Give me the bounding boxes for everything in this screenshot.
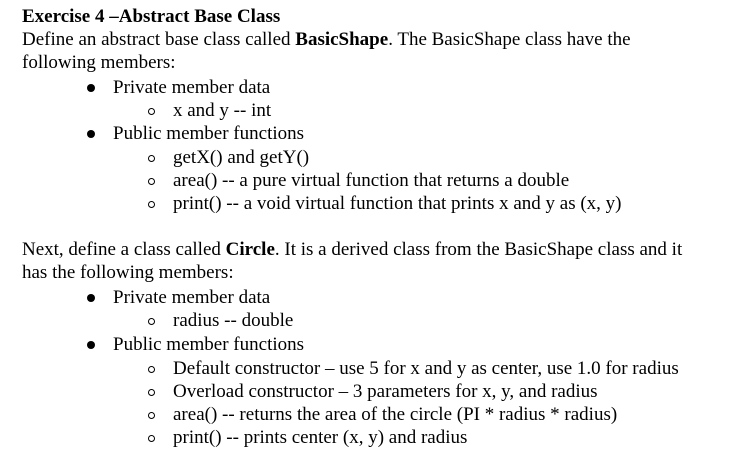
bullet-icon	[87, 84, 95, 92]
section1-intro	[22, 29, 631, 51]
circle-bullet-icon	[148, 155, 155, 162]
section2-private-item: radius -- double	[173, 310, 294, 331]
circle-bullet-icon	[148, 412, 155, 419]
section1-public-label: Public member functions	[113, 123, 305, 144]
circle-class-name: Circle	[225, 239, 275, 260]
section2-intro-pre: Next, define a class called	[22, 239, 226, 260]
section2-intro-line2: has the following members:	[22, 262, 234, 283]
bullet-icon	[87, 341, 95, 349]
section1-public-item: getX() and getY()	[173, 147, 310, 168]
circle-bullet-icon	[148, 318, 155, 325]
exercise-title: Exercise 4 –Abstract Base Class	[22, 6, 281, 27]
section2-public-item: area() -- returns the area of the circle (PI * radius * radius)	[173, 404, 618, 425]
circle-bullet-icon	[148, 366, 155, 373]
section2-intro-post: . It is a derived class from the BasicShape class and it	[274, 239, 683, 260]
section1-private-item: x and y -- int	[173, 100, 272, 121]
section2-intro	[22, 239, 682, 261]
section1-public-item: area() -- a pure virtual function that returns a double	[173, 170, 570, 191]
circle-bullet-icon	[148, 201, 155, 208]
section2-public-item: Default constructor – use 5 for x and y as center, use 1.0 for radius	[173, 358, 679, 379]
circle-bullet-icon	[148, 435, 155, 442]
section1-public-item: print() -- a void virtual function that prints x and y as (x, y)	[173, 193, 622, 214]
section2-public-item: Overload constructor – 3 parameters for x, y, and radius	[173, 381, 598, 402]
bullet-icon	[87, 294, 95, 302]
basicshape-class-name: BasicShape	[295, 29, 389, 50]
section1-private-label: Private member data	[113, 77, 271, 98]
circle-bullet-icon	[148, 108, 155, 115]
section2-private-label: Private member data	[113, 287, 271, 308]
bullet-icon	[87, 130, 95, 138]
circle-bullet-icon	[148, 178, 155, 185]
circle-bullet-icon	[148, 389, 155, 396]
section1-intro-pre: Define an abstract base class called	[22, 29, 296, 50]
section2-public-label: Public member functions	[113, 334, 305, 355]
section1-intro-post: . The BasicShape class have the	[388, 29, 631, 50]
section2-public-item: print() -- prints center (x, y) and radius	[173, 427, 468, 448]
section1-intro-line2: following members:	[22, 52, 176, 73]
